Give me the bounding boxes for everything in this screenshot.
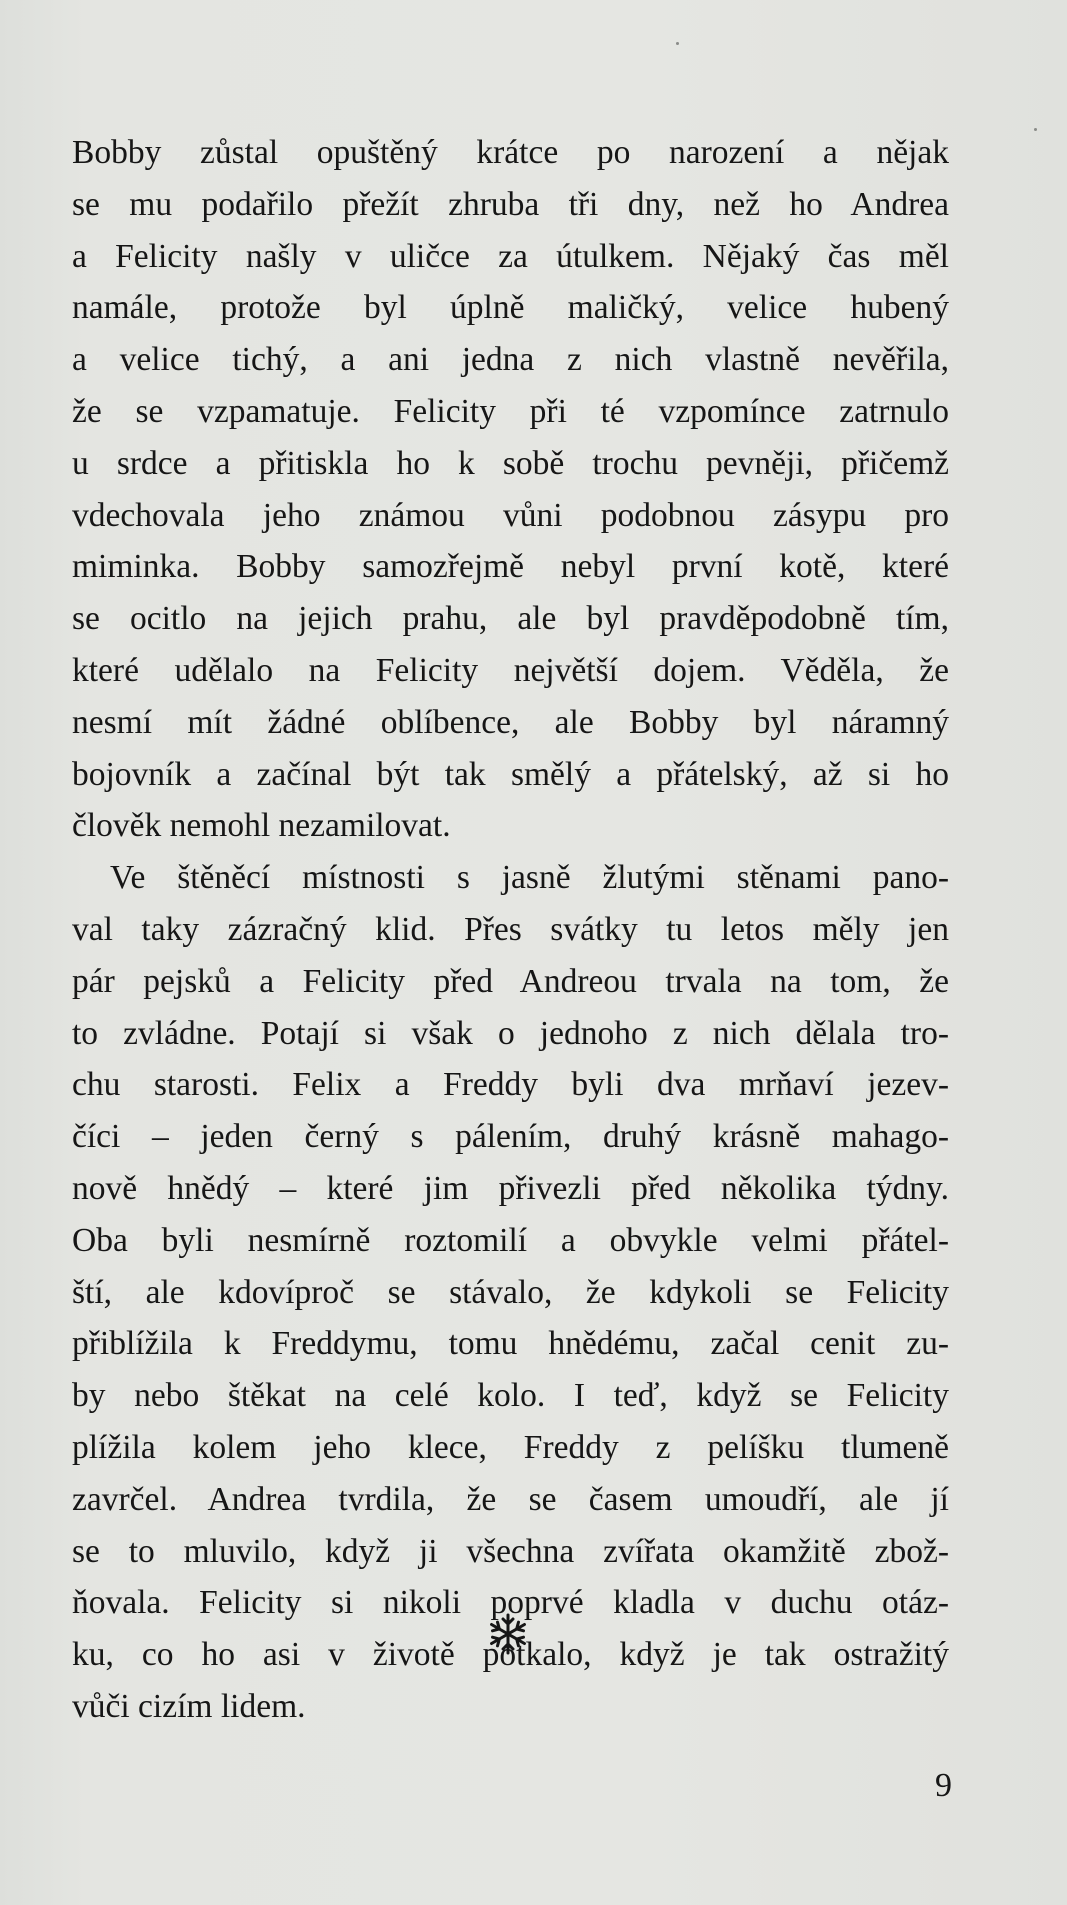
text-line: čí​ci – jeden černý s pálením, druhý krásně mahago- <box>72 1118 949 1156</box>
text-line: a velice tichý, a ani jedna z nich vlastně nevěřila, <box>72 341 949 379</box>
text-line: bojovník a začínal být tak smělý a přátelský, až si ho <box>72 755 949 793</box>
text-line: se mu podařilo přežít zhruba tři dny, než ho Andrea <box>72 185 949 223</box>
text-line: Oba byli nesmírně roztomilí a obvykle velmi přátel- <box>72 1221 949 1259</box>
text-line: se ocitlo na jejich prahu, ale byl pravděpodobně tím, <box>72 600 949 638</box>
page-number: 9 <box>935 1767 952 1804</box>
text-line: vůči cizím lidem. <box>72 1687 306 1725</box>
text-line: se to mluvilo, když ji všechna zvířata okamžitě zbož- <box>72 1532 949 1570</box>
paper-speck <box>1034 128 1037 131</box>
text-line: a Felicity našly v uličce za útulkem. Nějaký čas měl <box>72 237 949 275</box>
text-line: že se vzpamatuje. Felicity při té vzpomínce zatrnulo <box>72 392 949 430</box>
text-line: u srdce a přitiskla ho k sobě trochu pevněji, přičemž <box>72 444 949 482</box>
paragraph-1 <box>72 127 949 852</box>
text-line: přiblížila k Freddymu, tomu hnědému, začal cenit zu- <box>72 1325 949 1363</box>
text-line: Bobby zůstal opuštěný krátce po narození a nějak <box>72 134 949 171</box>
snowflake-icon <box>486 1612 530 1656</box>
text-line: miminka. Bobby samozřejmě nebyl první kotě, které <box>72 548 949 586</box>
paper-speck <box>676 42 679 45</box>
text-line: ku, co ho asi v životě potkalo, když je tak ostražitý <box>72 1636 949 1674</box>
text-line: člověk nemohl nezamilovat. <box>72 807 451 845</box>
text-line: chu starosti. Felix a Freddy byli dva mrňaví jezev- <box>72 1066 949 1104</box>
text-line: by nebo štěkat na celé kolo. I teď, když se Felicity <box>72 1377 949 1415</box>
text-line: které udělalo na Felicity největší dojem. Věděla, že <box>72 651 949 689</box>
text-line: nově hnědý – které jim přivezli před několika týdny. <box>72 1169 949 1207</box>
text-line: plížila kolem jeho klece, Freddy z pelíšku tlumeně <box>72 1428 949 1466</box>
text-line: Ve štěněcí místnosti s jasně žlutými stěnami pano- <box>110 859 949 897</box>
text-line: to zvládne. Potají si však o jednoho z nich dělala tro- <box>72 1014 949 1052</box>
body-text <box>72 127 949 1733</box>
text-line: namále, protože byl úplně maličký, velice hubený <box>72 289 949 327</box>
text-line: ňovala. Felicity si nikoli poprvé kladla v duchu otáz- <box>72 1584 949 1622</box>
paragraph-2 <box>72 852 949 1733</box>
text-line: ští, ale kdovíproč se stávalo, že kdykoli se Felicity <box>72 1273 949 1311</box>
text-line: val taky zázračný klid. Přes svátky tu letos měly jen <box>72 910 949 948</box>
text-line: nesmí mít žádné oblíbence, ale Bobby byl náramný <box>72 703 949 741</box>
text-line: zavrčel. Andrea tvrdila, že se časem umoudří, ale jí <box>72 1480 949 1518</box>
text-line: vdechovala jeho známou vůni podobnou zásypu pro <box>72 496 949 534</box>
text-line: pár pejsků a Felicity před Andreou trvala na tom, že <box>72 962 949 1000</box>
